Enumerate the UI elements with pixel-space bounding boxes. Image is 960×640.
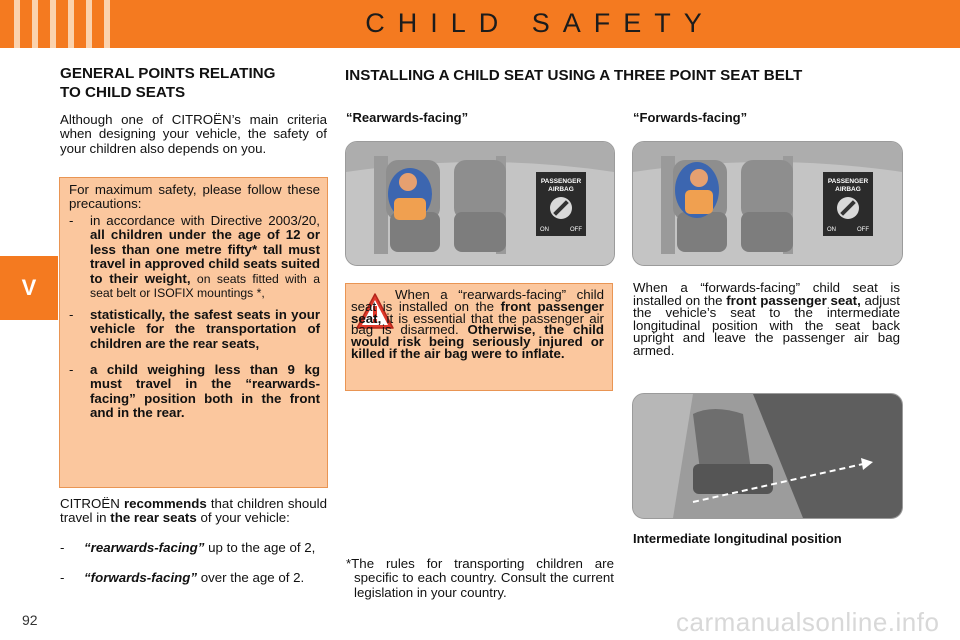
airbag-panel-label: PASSENGER AIRBAG (540, 178, 582, 193)
list-dash: - (69, 307, 74, 322)
list-dash: - (69, 213, 74, 228)
precaution-item: - in accordance with Directive 2003/20, all children under the age of 12 or less than one metre fifty* tall must travel in approved child seats suited to their weight, on seats fitted with a seat belt or ISOFIX mountings *, (69, 213, 320, 301)
page-title: CHILD SAFETY (365, 8, 715, 38)
airbag-panel-label: PASSENGER AIRBAG (827, 178, 869, 193)
forwards-facing-illustration (632, 141, 903, 266)
list-dash: - (60, 570, 65, 585)
airbag-panel: PASSENGER AIRBAG ON OFF (536, 172, 586, 236)
recommend-paragraph: CITROËN recommends that children should travel in the rear seats of your vehicle: (60, 496, 327, 526)
header-stripe (86, 0, 92, 48)
page-header (0, 0, 960, 48)
section-tab: V (0, 256, 58, 320)
precaution-item: - statistically, the safest seats in your vehicle for the transportation of children are the rear seats, (69, 307, 320, 351)
precaution-item: - a child weighing less than 9 kg must travel in the “rearwards-facing” position both in the front and in the rear. (69, 362, 320, 421)
watermark: carmanualsonline.info (676, 607, 940, 637)
precautions-intro: For maximum safety, please follow these precautions: (69, 182, 320, 212)
airbag-switch-icon (836, 196, 860, 220)
header-stripe (68, 0, 74, 48)
airbag-warning-box (345, 283, 613, 391)
intro-paragraph: Although one of CITROËN’s main criteria when designing your vehicle, the safety of your children also depends on you. (60, 112, 327, 156)
header-stripe (104, 0, 110, 48)
airbag-warning-text: When a “rearwards-facing” child seat is installed on the front passenger seat, it is essential that the passenger air bag is disarmed. Otherwise, the child would risk being seriously injured or killed if the air bag were to inflate. (351, 287, 604, 361)
list-dash: - (60, 540, 65, 555)
header-stripe (50, 0, 56, 48)
recommend-item: - “forwards-facing” over the age of 2. (60, 570, 305, 585)
recommend-item: - “rearwards-facing” up to the age of 2, (60, 540, 316, 555)
rearwards-facing-illustration (345, 141, 615, 266)
precautions-box (59, 177, 328, 488)
general-points-heading: GENERAL POINTS RELATING TO CHILD SEATS (60, 65, 276, 101)
list-dash: - (69, 362, 74, 377)
intermediate-position-illustration (632, 393, 903, 519)
rearwards-facing-label: “Rearwards-facing” (346, 110, 469, 125)
header-stripe (14, 0, 20, 48)
forwards-facing-text: When a “forwards-facing” child seat is installed on the front passenger seat, adjust the vehicle’s seat to the intermediate longitudinal position with the seat back upright and leave the passenger air bag armed. (633, 280, 900, 358)
header-stripe (32, 0, 38, 48)
intermediate-position-caption: Intermediate longitudinal position (633, 531, 842, 546)
footnote: *The rules for transporting children are specific to each country. Consult the current legislation in your country. (346, 556, 614, 600)
airbag-switch-icon (549, 196, 573, 220)
installing-heading: INSTALLING A CHILD SEAT USING A THREE POINT SEAT BELT (345, 67, 803, 84)
page-number: 92 (22, 612, 38, 628)
airbag-panel: PASSENGER AIRBAG ON OFF (823, 172, 873, 236)
forwards-facing-label: “Forwards-facing” (633, 110, 748, 125)
